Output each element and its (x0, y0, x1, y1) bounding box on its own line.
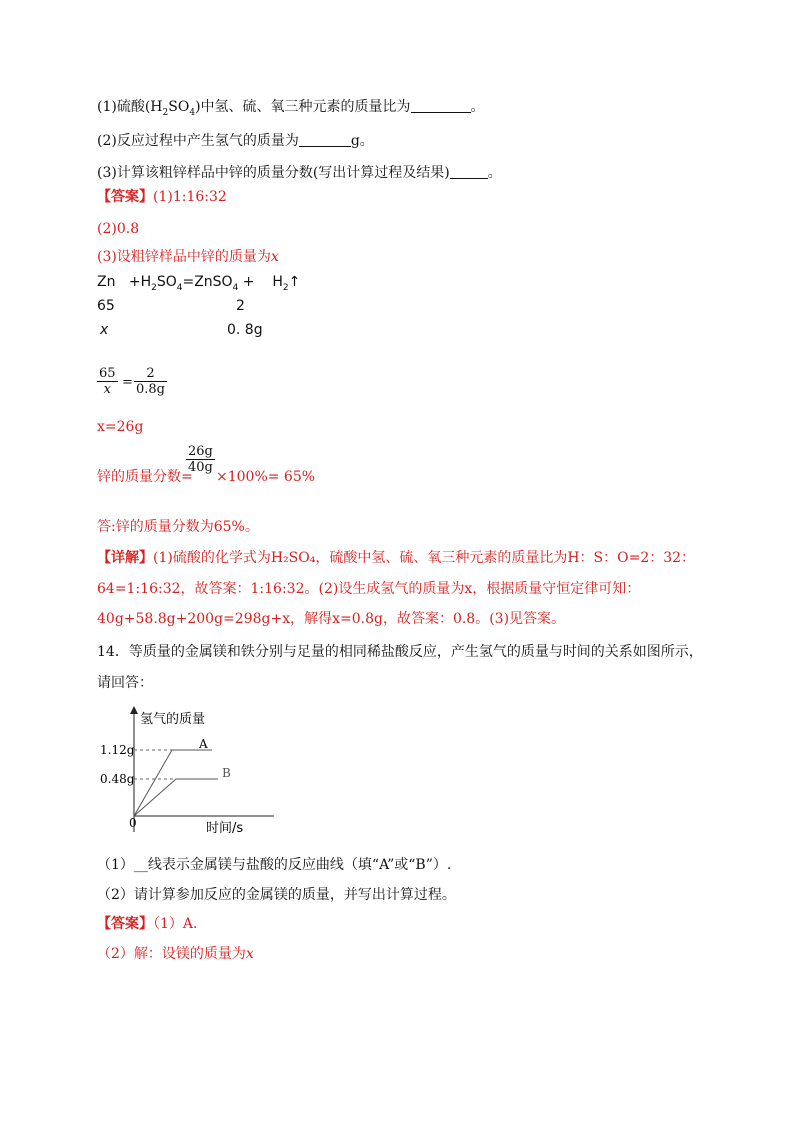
answer14-line1: 【答案】（1）A. (97, 916, 198, 932)
answer-blank[interactable] (450, 164, 488, 179)
pct-label: 锌的质量分数= (97, 469, 193, 485)
x-result: x=26g (97, 419, 144, 435)
answer13-line1: 【答案】(1)1:16:32 (97, 189, 227, 205)
chemical-equation: Zn $+H_2SO_4=ZnSO_4$ + $H_2↑$ (97, 274, 301, 293)
q13-part2: (2)反应过程中产生氢气的质量为 g。 (97, 133, 374, 149)
hydrogen-mass-graph (100, 704, 280, 839)
value-0-8g: 0. 8g (227, 322, 263, 338)
answer-blank[interactable] (299, 132, 351, 147)
molar-mass-2: 2 (236, 298, 245, 314)
unknown-x: x (100, 322, 109, 338)
answer13-line3: (3)设粗锌样品中锌的质量为x (97, 249, 279, 265)
y-axis-arrow (130, 706, 138, 714)
ratio-left: $\frac{65}{x}$ (99, 366, 116, 397)
conclusion: 答:锌的质量分数为65%。 (97, 519, 259, 535)
q14-stem2: 请回答： (97, 675, 153, 691)
line-b (134, 779, 218, 816)
line-b-label: B (222, 766, 231, 780)
detail-line1: 【详解】(1)硫酸的化学式为H₂SO₄，硫酸中氢、硫、氧三种元素的质量比为H：S：O=2：32： (97, 550, 696, 566)
pct-fraction: $\frac{26g}{40g}$ (188, 444, 213, 475)
pct-tail: ×100%= 65% (216, 469, 316, 485)
tick-1-12g: 1.12g (100, 743, 135, 757)
detail-line2: 64=1:16:32，故答案：1:16:32。(2)设生成氢气的质量为x，根据质量守恒定律可知： (97, 581, 641, 597)
q13-part3: (3)计算该粗锌样品中锌的质量分数(写出计算过程及结果) 。 (97, 165, 502, 181)
x-axis-label: 时间/s (206, 821, 244, 836)
answer14-line2: （2）解：设镁的质量为x (97, 946, 254, 962)
tick-0-48g: 0.48g (100, 772, 135, 786)
ratio-equals: = (122, 375, 133, 390)
molar-mass-65: 65 (97, 298, 115, 314)
q14-sub2: （2）请计算参加反应的金属镁的质量，并写出计算过程。 (97, 887, 456, 903)
answer13-line2: (2)0.8 (97, 221, 140, 237)
y-axis-label: 氢气的质量 (140, 712, 206, 727)
ratio-right: $\frac{2}{0.8g}$ (136, 366, 165, 397)
q14-stem1: 14．等质量的金属镁和铁分别与足量的相同稀盐酸反应，产生氢气的质量与时间的关系如图所示， (97, 644, 703, 660)
line-a-label: A (199, 737, 208, 751)
detail-line3: 40g+58.8g+200g=298g+x，解得x=0.8g，故答案：0.8。(3)见答案。 (97, 611, 566, 627)
q13-part1: (1)硫酸$(H_2SO_4)$中氢、硫、氧三种元素的质量比为 。 (97, 99, 485, 118)
origin-label: 0 (129, 816, 137, 830)
q14-sub1: （1）__线表示金属镁与盐酸的反应曲线（填“A”或“B”）. (97, 857, 452, 873)
answer-blank[interactable] (411, 98, 471, 113)
